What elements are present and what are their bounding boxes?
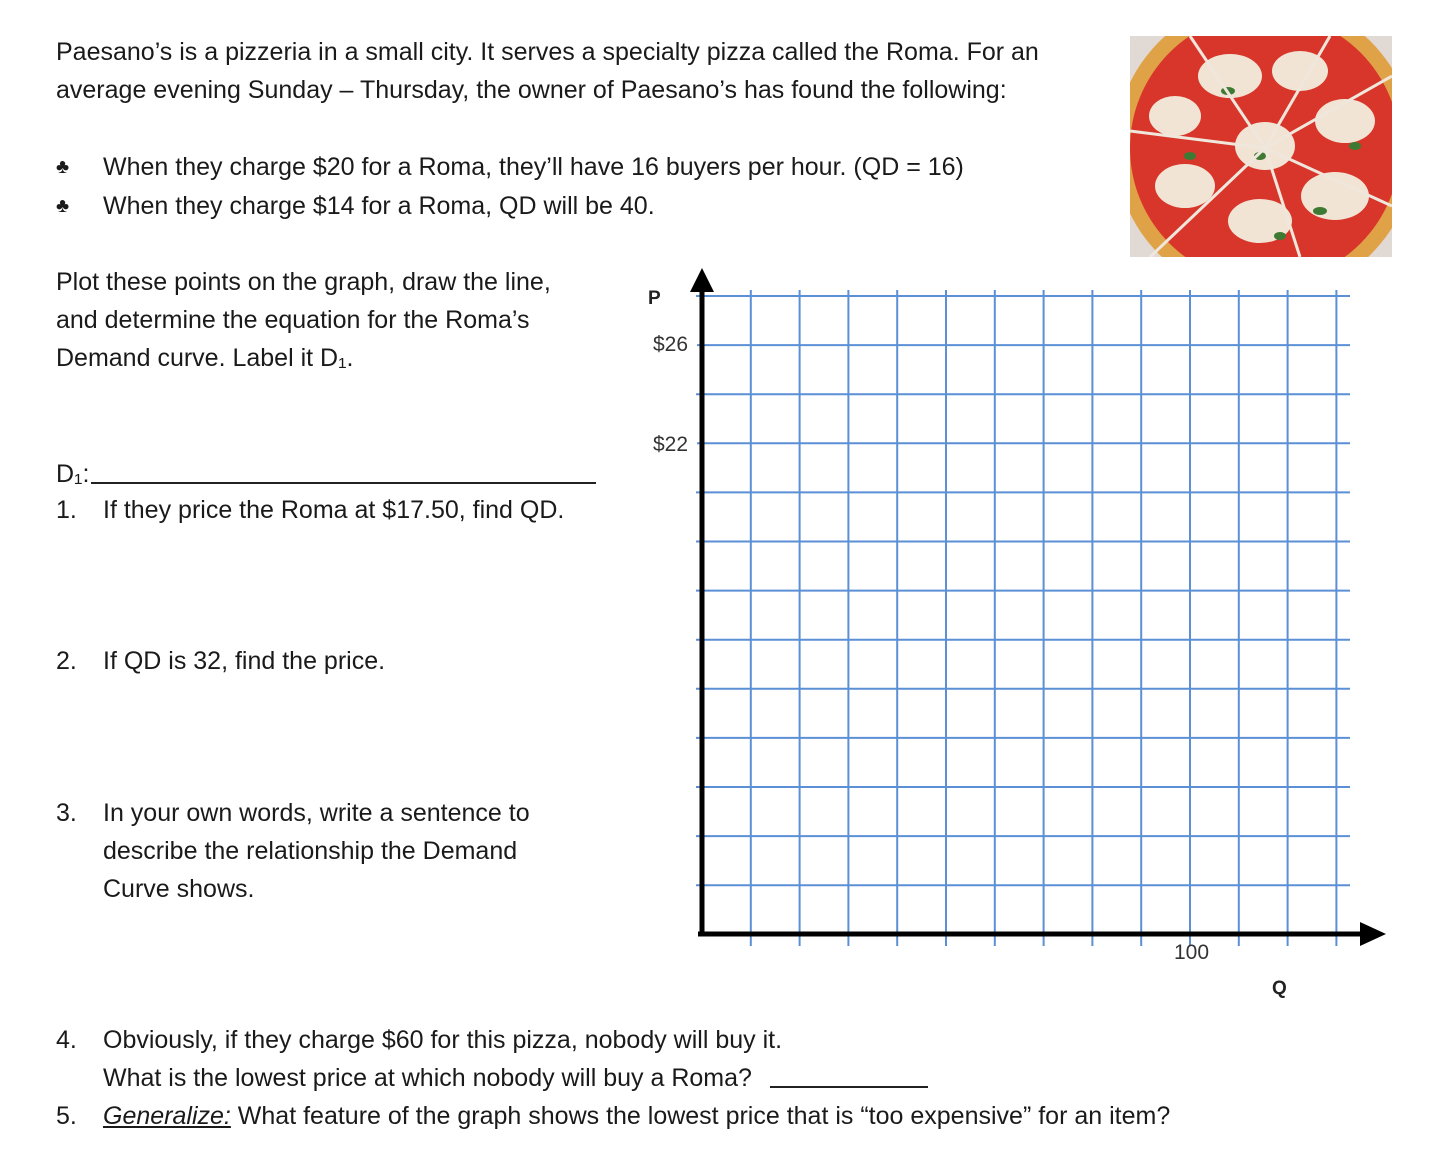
question-number: 1. bbox=[56, 496, 77, 524]
plot-line-3: Demand curve. Label it D₁. bbox=[56, 344, 354, 372]
question-3 bbox=[56, 794, 616, 908]
club-icon: ♣ bbox=[56, 195, 70, 217]
pizza-photo bbox=[1130, 36, 1392, 257]
plot-line-2: and determine the equation for the Roma’s bbox=[56, 306, 530, 334]
question-number: 2. bbox=[56, 647, 77, 675]
plot-instructions bbox=[56, 263, 551, 377]
d1-blank[interactable] bbox=[91, 458, 596, 484]
question-text bbox=[103, 1021, 928, 1097]
question-5 bbox=[56, 1097, 1316, 1135]
intro-line-2: average evening Sunday – Thursday, the owner of Paesano’s has found the following: bbox=[56, 76, 1007, 104]
y-axis-label: P bbox=[648, 288, 661, 309]
question-line: In your own words, write a sentence to bbox=[103, 799, 530, 827]
intro-paragraph bbox=[56, 33, 1039, 109]
question-text: If QD is 32, find the price. bbox=[103, 647, 386, 675]
y-tick-22: $22 bbox=[653, 433, 689, 456]
question-line-text: What is the lowest price at which nobody will buy a Roma? bbox=[103, 1064, 752, 1092]
generalize-label: Generalize: bbox=[103, 1102, 231, 1130]
question-line: describe the relationship the Demand bbox=[103, 837, 518, 865]
question-number: 3. bbox=[56, 799, 77, 827]
question-line: Curve shows. bbox=[103, 875, 255, 903]
question-2 bbox=[56, 642, 616, 680]
question-line: Obviously, if they charge $60 for this pizza, nobody will buy it. bbox=[103, 1026, 783, 1054]
club-icon: ♣ bbox=[56, 156, 70, 178]
intro-line-1: Paesano’s is a pizzeria in a small city. It serves a specialty pizza called the Roma. For an bbox=[56, 38, 1039, 66]
d1-answer-line bbox=[56, 455, 596, 493]
question-number: 5. bbox=[56, 1102, 77, 1130]
question-text: If they price the Roma at $17.50, find QD. bbox=[103, 496, 565, 524]
question-text bbox=[103, 1097, 1170, 1135]
demand-graph[interactable] bbox=[630, 262, 1410, 1012]
question-1 bbox=[56, 491, 616, 529]
bullet-text: When they charge $14 for a Roma, QD will be 40. bbox=[103, 192, 655, 220]
d1-label: D₁: bbox=[56, 460, 90, 488]
y-axis-arrow bbox=[690, 268, 714, 292]
x-axis-arrow bbox=[1360, 922, 1386, 946]
grid-lines bbox=[696, 290, 1350, 946]
x-axis-label: Q bbox=[1272, 978, 1287, 999]
question-number: 4. bbox=[56, 1026, 77, 1054]
y-tick-26: $26 bbox=[653, 333, 689, 356]
question-text bbox=[103, 794, 530, 908]
question-line bbox=[103, 1059, 928, 1097]
x-tick-100: 100 bbox=[1174, 941, 1210, 964]
answer-blank[interactable] bbox=[770, 1062, 928, 1088]
question-4 bbox=[56, 1021, 1036, 1097]
question-text-rest: What feature of the graph shows the lowest price that is “too expensive” for an item? bbox=[230, 1102, 1171, 1130]
bullet-text: When they charge $20 for a Roma, they’ll have 16 buyers per hour. (QD = 16) bbox=[103, 153, 964, 181]
plot-line-1: Plot these points on the graph, draw the line, bbox=[56, 268, 551, 296]
